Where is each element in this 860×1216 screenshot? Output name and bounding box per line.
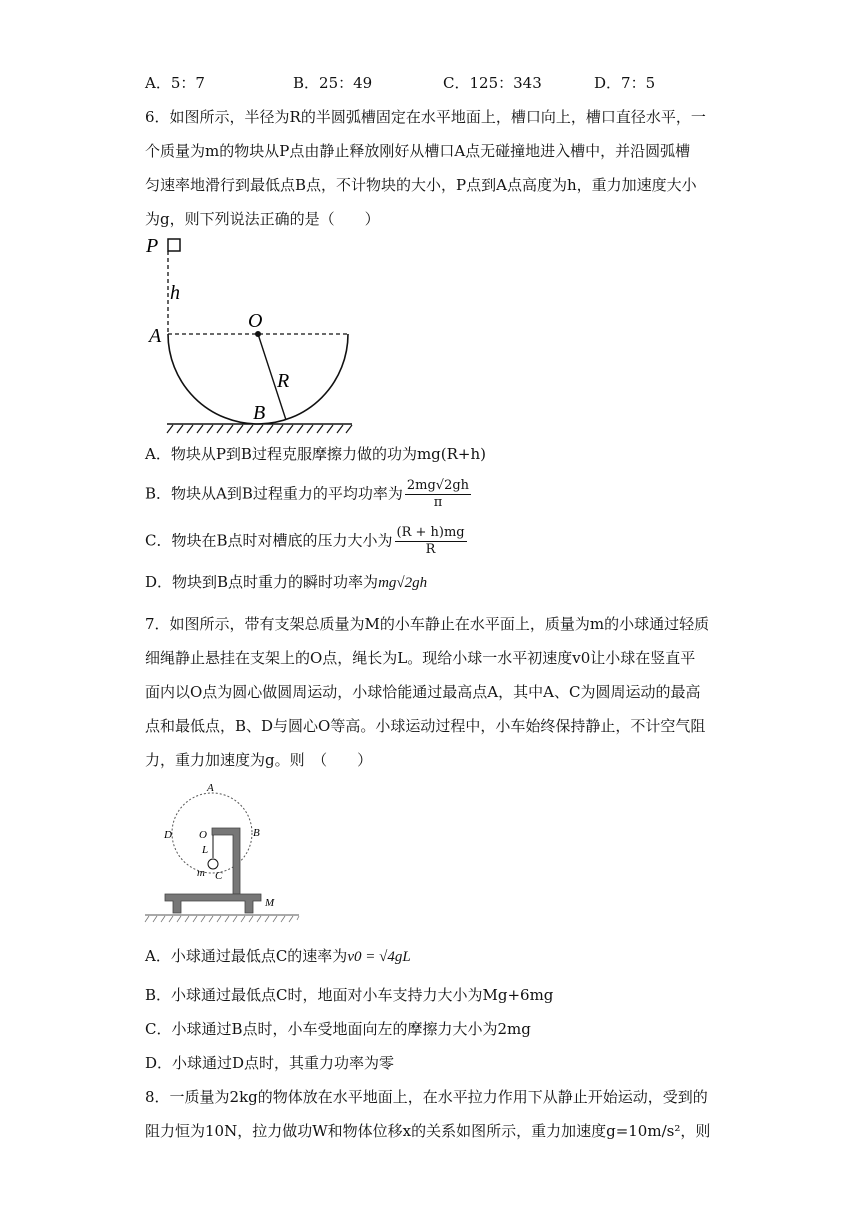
q6-stem-line: 为g，则下列说法正确的是（ ）: [145, 210, 380, 228]
math-expression: v0 = √4gL: [347, 949, 411, 965]
label-a: A: [207, 782, 214, 794]
label-l: L: [202, 844, 209, 856]
ground-hatch: [167, 425, 352, 433]
q7-figure: [143, 778, 303, 924]
label-m: m: [197, 867, 205, 879]
q5-option-a: A．5：7: [145, 74, 205, 92]
label-o: O: [248, 310, 263, 332]
fraction: [405, 478, 471, 511]
ball: [208, 859, 218, 869]
label-b: B: [253, 827, 260, 839]
q6-stem-line: 6．如图所示，半径为R的半圆弧槽固定在水平地面上，槽口向上，槽口直径水平，一: [145, 108, 706, 126]
q6-option-d: [145, 572, 427, 593]
q6-option-c: [145, 525, 469, 558]
q7-option-c: C．小球通过B点时，小车受地面向左的摩擦力大小为2mg: [145, 1020, 531, 1038]
label-o: O: [199, 829, 207, 841]
cart-body: [165, 894, 261, 913]
label-h: h: [170, 282, 180, 304]
q8-stem-line: 8．一质量为2kg的物体放在水平地面上，在水平拉力作用下从静止开始运动，受到的: [145, 1088, 708, 1106]
ground-hatch: [145, 916, 299, 922]
fraction-denominator: π: [433, 495, 443, 510]
label-big-m: M: [265, 897, 275, 909]
q5-option-b: B．25：49: [293, 74, 373, 92]
q7-option-a-text: A．小球通过最低点C的速率为: [145, 947, 348, 965]
q6-option-d-text: D．物块到B点时重力的瞬时功率为: [145, 573, 379, 591]
q6-figure: [140, 232, 365, 437]
fraction-numerator: (R + h)mg: [396, 525, 465, 540]
q7-option-d: D．小球通过D点时，其重力功率为零: [145, 1054, 395, 1072]
label-r: R: [277, 370, 290, 392]
label-c: C: [215, 870, 223, 882]
q7-stem-line: 点和最低点，B、D与圆心O等高。小球运动过程中，小车始终保持静止，不计空气阻: [145, 717, 706, 735]
q8-stem-line: 阻力恒为10N，拉力做功W和物体位移x的关系如图所示，重力加速度g=10m/s²，则: [145, 1122, 711, 1140]
q6-option-c-text: C．物块在B点时对槽底的压力大小为: [145, 531, 393, 550]
q7-option-b: B．小球通过最低点C时，地面对小车支持力大小为Mg+6mg: [145, 986, 554, 1004]
q6-option-b: [145, 478, 473, 511]
q7-option-a: [145, 946, 411, 967]
q5-option-c: C．125：343: [443, 74, 542, 92]
q6-stem-line: 个质量为m的物块从P点由静止释放刚好从槽口A点无碰撞地进入槽中，并沿圆弧槽: [145, 142, 691, 160]
q7-stem-line: 面内以O点为圆心做圆周运动，小球恰能通过最高点A，其中A、C为圆周运动的最高: [145, 683, 701, 701]
fraction-denominator: R: [425, 542, 436, 557]
fraction-numerator: 2mg√2gh: [406, 478, 470, 493]
label-p: P: [146, 235, 159, 257]
block-square: [168, 239, 180, 251]
label-d: D: [164, 829, 172, 841]
q6-stem-line: 匀速率地滑行到最低点B点，不计物块的大小，P点到A点高度为h，重力加速度大小: [145, 176, 697, 194]
label-b: B: [253, 402, 266, 424]
q6-option-b-text: B．物块从A到B过程重力的平均功率为: [145, 484, 403, 503]
q7-stem-line: 力，重力加速度为g。则 （ ）: [145, 751, 373, 769]
math-expression: mg√2gh: [378, 575, 428, 591]
q7-stem-line: 7．如图所示，带有支架总质量为M的小车静止在水平面上，质量为m的小球通过轻质: [145, 615, 710, 633]
q7-stem-line: 细绳静止悬挂在支架上的O点，绳长为L。现给小球一水平初速度v0让小球在竖直平: [145, 649, 696, 667]
q6-option-a: A．物块从P到B过程克服摩擦力做的功为mg(R+h): [145, 445, 487, 463]
fraction: [395, 525, 467, 558]
q5-option-d: D．7：5: [594, 74, 656, 92]
label-a: A: [149, 325, 162, 347]
